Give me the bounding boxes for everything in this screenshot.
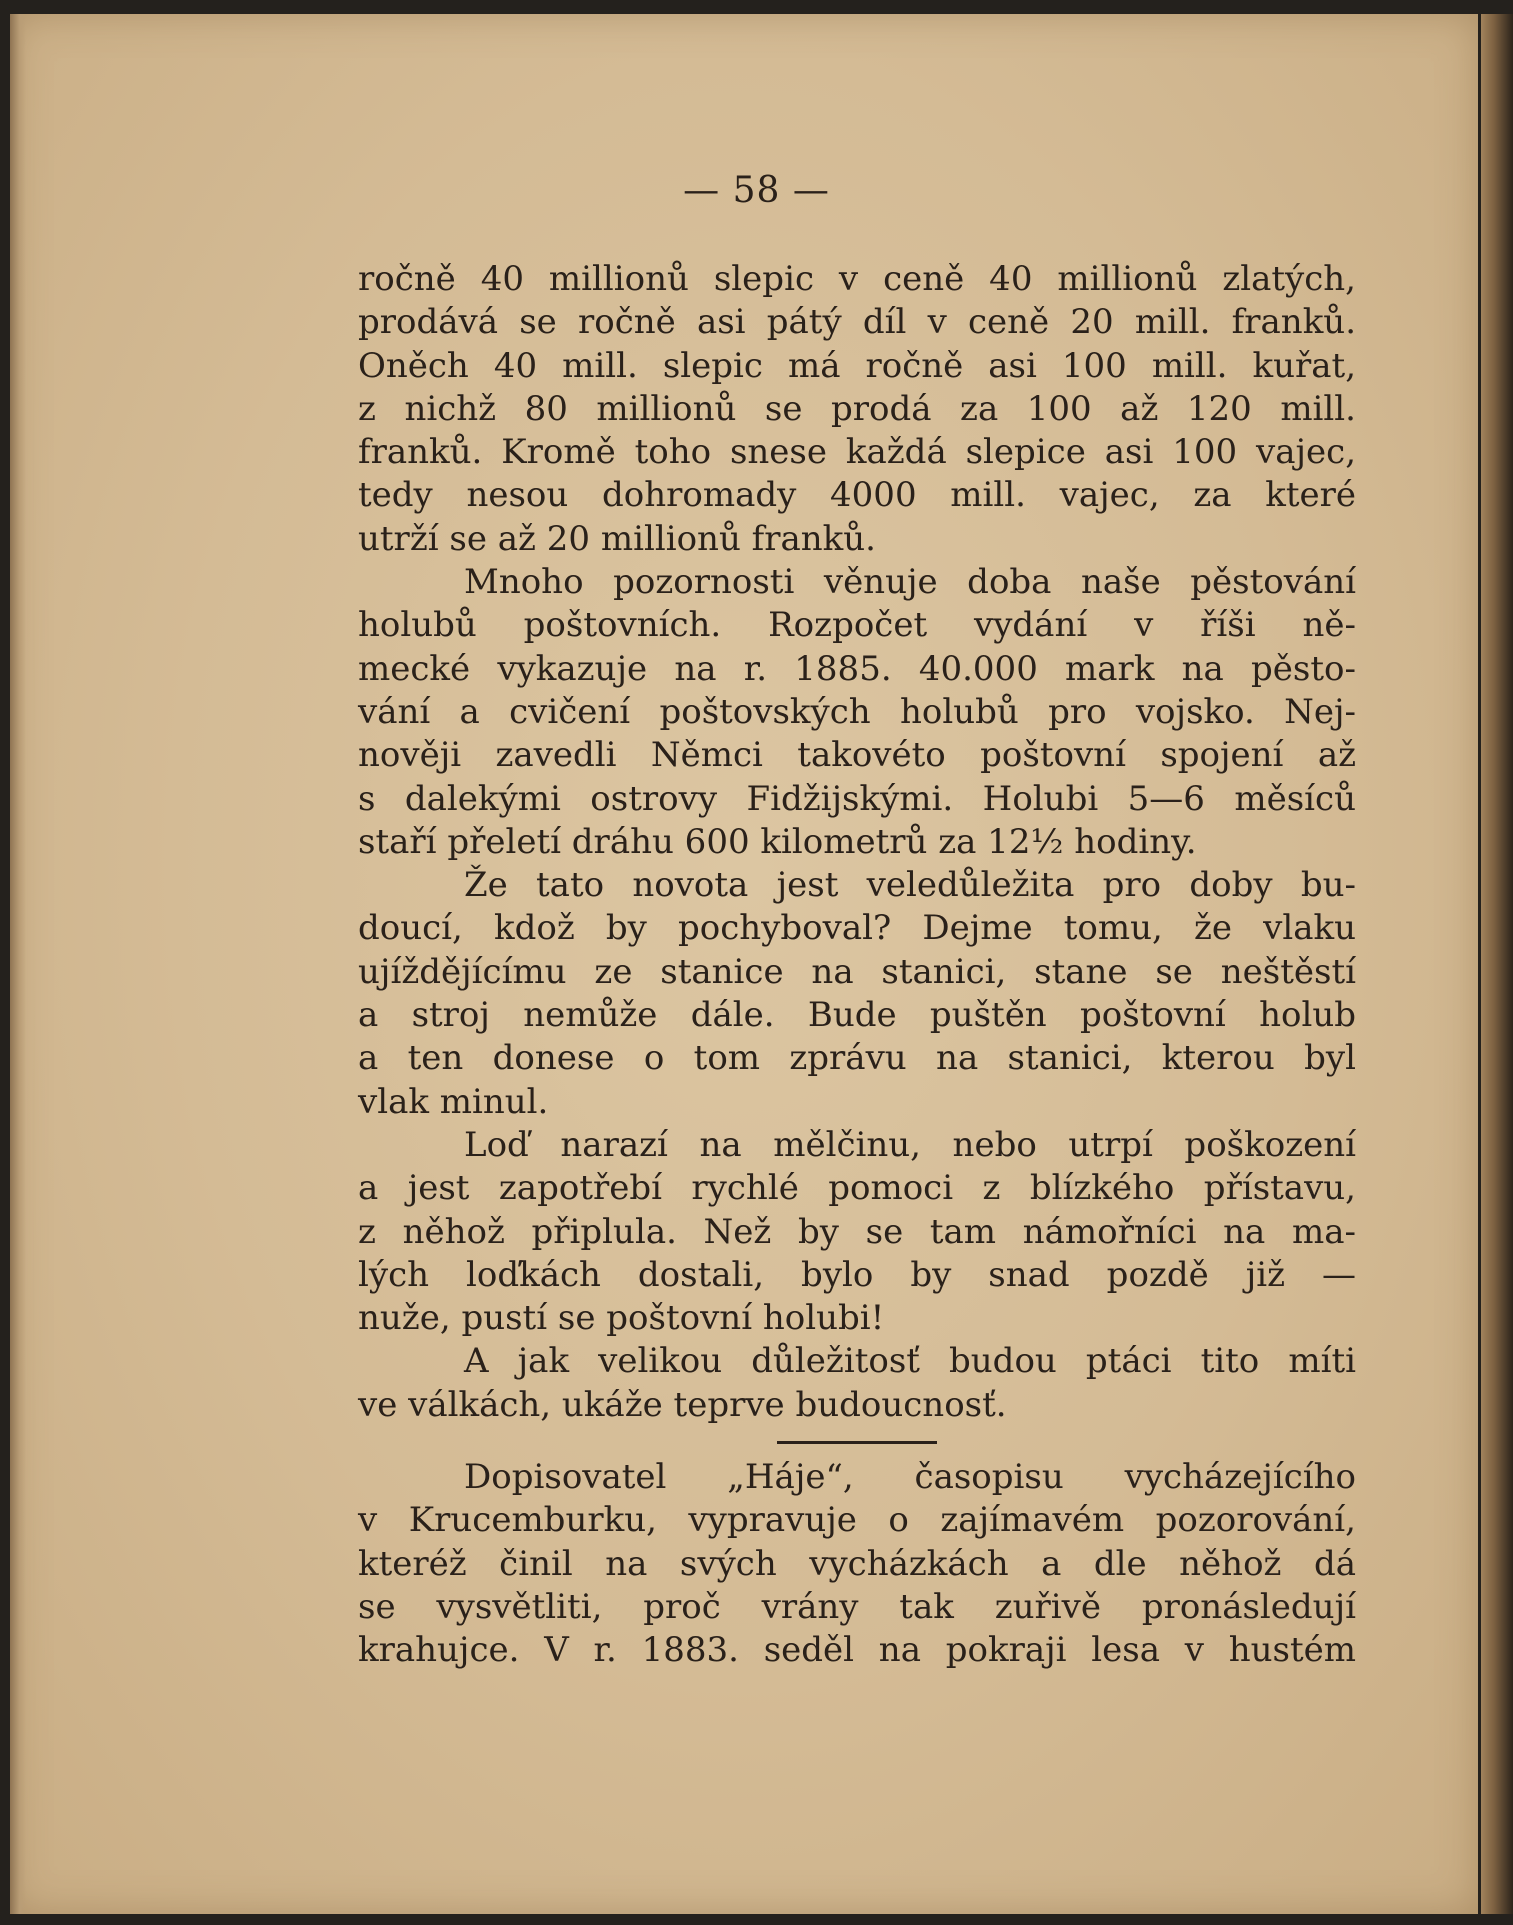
- text-line: Oněch 40 mill. slepic má ročně asi 100 mill. kuřat,: [358, 345, 1356, 386]
- text-line: A jak velikou důležitosť budou ptáci tito míti: [464, 1341, 1356, 1382]
- text-line: vání a cvičení poštovských holubů pro vojsko. Nej-: [358, 691, 1356, 732]
- text-line: holubů poštovních. Rozpočet vydání v říši ně-: [358, 605, 1356, 646]
- text-line: a ten donese o tom zprávu na stanici, kterou byl: [358, 1038, 1356, 1079]
- section-divider: [777, 1441, 937, 1444]
- body-text: [358, 258, 1356, 1673]
- text-line: lých loďkách dostali, bylo by snad pozdě již —: [358, 1254, 1356, 1295]
- book-spine-edge: [1481, 14, 1513, 1914]
- text-line: staří přeletí dráhu 600 kilometrů za 12½ hodiny.: [358, 821, 1197, 862]
- text-line: v Krucemburku, vypravuje o zajímavém pozorování,: [358, 1500, 1356, 1541]
- text-line: vlak minul.: [358, 1081, 549, 1122]
- page-number: — 58 —: [683, 170, 830, 211]
- text-line: nověji zavedli Němci takovéto poštovní spojení až: [358, 735, 1356, 776]
- text-line: ročně 40 millionů slepic v ceně 40 millionů zlatých,: [358, 259, 1356, 299]
- text-line: nuže, pustí se poštovní holubi!: [358, 1298, 885, 1339]
- text-line: z nichž 80 millionů se prodá za 100 až 120 mill.: [358, 388, 1356, 429]
- text-line: ve válkách, ukáže teprve budoucnosť.: [358, 1384, 1007, 1425]
- text-line: doucí, kdož by pochyboval? Dejme tomu, že vlaku: [358, 908, 1356, 949]
- text-line: prodává se ročně asi pátý díl v ceně 20 mill. franků.: [358, 302, 1356, 343]
- text-line: mecké vykazuje na r. 1885. 40.000 mark na pěsto-: [358, 648, 1356, 689]
- text-line: Dopisovatel „Háje“, časopisu vycházejícího: [464, 1457, 1356, 1498]
- text-line: se vysvětliti, proč vrány tak zuřivě pronásledují: [358, 1586, 1356, 1627]
- text-line: utrží se až 20 millionů franků.: [358, 518, 876, 559]
- text-line: tedy nesou dohromady 4000 mill. vajec, za které: [358, 475, 1356, 516]
- text-line: ujíždějícímu ze stanice na stanici, stane se neštěstí: [358, 951, 1356, 992]
- text-line: Loď narazí na mělčinu, nebo utrpí poškození: [464, 1124, 1356, 1165]
- text-line: Mnoho pozornosti věnuje doba naše pěstování: [464, 562, 1356, 603]
- text-line: Že tato novota jest veledůležita pro doby bu-: [464, 865, 1356, 906]
- text-line: s dalekými ostrovy Fidžijskými. Holubi 5—6 měsíců: [358, 778, 1356, 819]
- text-line: franků. Kromě toho snese každá slepice asi 100 vajec,: [358, 432, 1356, 473]
- text-line: a jest zapotřebí rychlé pomoci z blízkého přístavu,: [358, 1168, 1356, 1209]
- text-line: krahujce. V r. 1883. seděl na pokraji lesa v hustém: [358, 1630, 1356, 1671]
- text-line: kteréž činil na svých vycházkách a dle něhož dá: [358, 1543, 1356, 1584]
- text-line: z něhož připlula. Než by se tam námořníci na ma-: [358, 1211, 1356, 1252]
- text-line: a stroj nemůže dále. Bude puštěn poštovní holub: [358, 995, 1356, 1036]
